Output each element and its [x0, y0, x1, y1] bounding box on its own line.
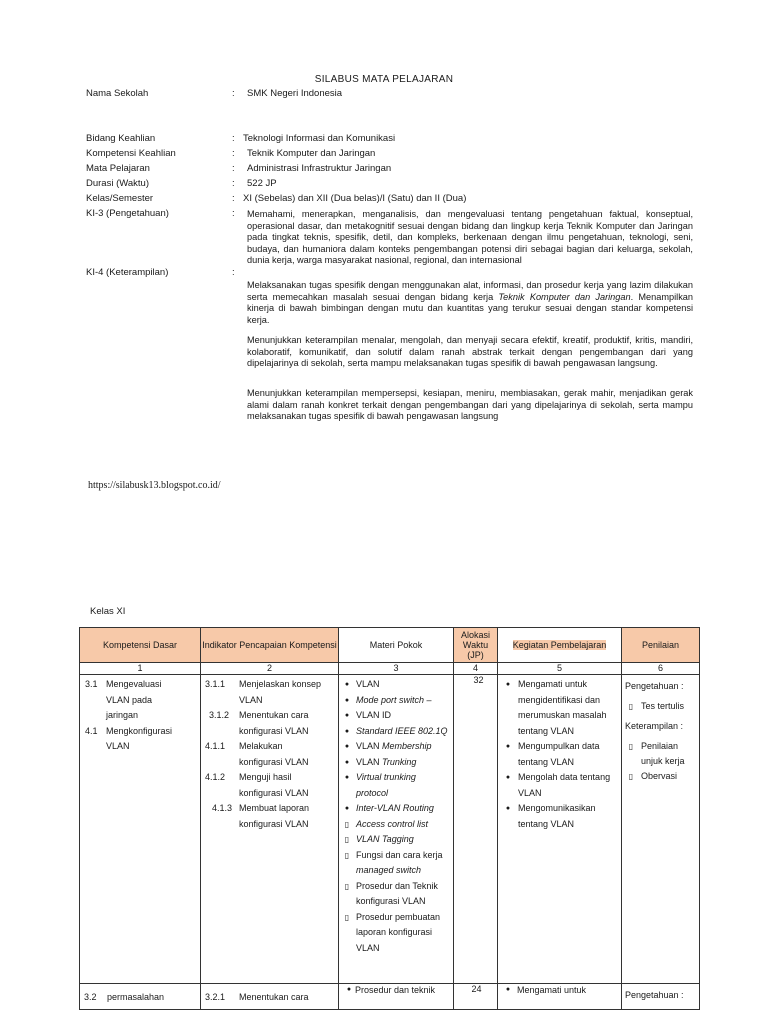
materi-text-part: Virtual trunking protocol [356, 772, 416, 798]
kegiatan-list [498, 675, 621, 832]
square-bullet-icon: ▯ [344, 912, 350, 922]
ipk-item [205, 770, 334, 801]
colon: : [232, 88, 235, 99]
ki4-p1-text: Melaksanakan tugas spesifik dengan menggunakan alat, informasi, dan prosedur kerja yang lazim dilakukan serta memecahkan masalah sesuai dengan bidang kerja [247, 280, 693, 302]
penilaian-text: Obervasi [641, 771, 678, 781]
bullet-icon: ● [344, 696, 350, 704]
square-bullet-icon: ▯ [344, 850, 350, 860]
penilaian-pengetahuan-label: Pengetahuan : [625, 681, 684, 691]
kd-list [80, 675, 200, 755]
materi-item [341, 832, 449, 848]
materi-item [341, 724, 449, 740]
label-kelas-semester: Kelas/Semester [86, 193, 154, 204]
column-number: 1 [80, 663, 201, 675]
materi-item [341, 677, 449, 693]
colon: : [232, 178, 235, 189]
materi-item [339, 984, 453, 996]
ipk-text: Menguji hasil konfigurasi VLAN [239, 772, 309, 798]
cell-kegiatan [498, 984, 622, 1010]
materi-item [341, 801, 449, 817]
cell-materi-pokok [339, 984, 454, 1010]
source-url[interactable]: https://silabusk13.blogspot.co.id/ [88, 480, 221, 491]
penilaian-text: Tes tertulis [641, 701, 685, 711]
materi-item [341, 879, 449, 910]
cell-penilaian [622, 984, 700, 1010]
kd-item [80, 984, 200, 1006]
header-materi-pokok: Materi Pokok [339, 628, 454, 663]
ipk-item [205, 677, 334, 708]
ki3-text: Memahami, menerapkan, menganalisis, dan mengevaluasi tentang pengetahuan faktual, konseptual, operasional dasar, dan metakognitif sesuai dengan bidang dan lingkup kerja Teknik Komputer dan Jaringan pada tingkat teknis, spesifik, detil, dan kompleks, berkenaan dengan ilmu pengetahuan, teknologi, seni, budaya, dan humaniora dalam konteks pengembangan potensi diri sebagai bagian dari keluarga, sekolah, dunia kerja, warga masyarakat nasional, regional, dan internasional [247, 209, 693, 265]
colon: : [232, 193, 235, 204]
ipk-item [201, 984, 338, 1006]
square-bullet-icon: ▯ [628, 772, 634, 781]
colon: : [232, 148, 235, 159]
materi-text-part: Mode port switch – [356, 694, 432, 705]
penilaian-item [625, 739, 695, 769]
materi-text [353, 739, 449, 755]
materi-item [341, 708, 449, 724]
bullet-icon: ● [344, 774, 350, 781]
materi-text [353, 832, 449, 848]
cell-indikator [201, 984, 339, 1010]
value-kelas-semester: XI (Sebelas) dan XII (Dua belas)/I (Satu) dan II (Dua) [243, 193, 467, 204]
table-number-row [80, 663, 700, 675]
alokasi-value: 32 [473, 675, 484, 685]
ipk-text: Menjelaskan konsep VLAN [239, 679, 322, 705]
header-alokasi-waktu: Alokasi Waktu (JP) [454, 628, 498, 663]
materi-text-part: VLAN Tagging [356, 834, 414, 844]
materi-list [339, 675, 453, 956]
cell-alokasi [454, 984, 498, 1010]
label-durasi: Durasi (Waktu) [86, 178, 149, 189]
ipk-text: Menentukan cara konfigurasi VLAN [239, 710, 309, 736]
penilaian-list [622, 675, 699, 784]
materi-text-part: Membership [382, 741, 432, 751]
materi-text-part: Fungsi dan cara kerja [356, 849, 443, 860]
header-penilaian: Penilaian [622, 628, 700, 663]
ki4-paragraph-2: Menunjukkan keterampilan menalar, mengolah, dan menyaji secara efektif, kreatif, produktif, kritis, mandiri, kolaboratif, komunikatif, dan solutif dalam ranah abstrak terkait dengan pengembangan dari yang dipelajarinya di sekolah, serta mampu melaksanakan tugas spesifik di bawah pengawasan langsung. [247, 335, 693, 368]
bullet-icon: ● [344, 743, 350, 750]
value-kompetensi-keahlian: Teknik Komputer dan Jaringan [247, 148, 376, 159]
penilaian-pengetahuan-label: Pengetahuan : [625, 990, 684, 1000]
column-number: 6 [622, 663, 700, 675]
materi-text-part: Standard IEEE 802.1Q [356, 725, 448, 736]
bullet-icon: ● [344, 712, 350, 719]
kegiatan-text: Mengamati untuk mengidentifikasi dan merumuskan masalah tentang VLAN [518, 679, 607, 736]
ipk-number: 4.1.3 [212, 803, 233, 813]
bullet-icon: ● [344, 758, 350, 766]
colon: : [232, 267, 235, 278]
cell-kompetensi-dasar [80, 675, 201, 984]
bullet-icon: ● [505, 986, 511, 993]
materi-item [341, 755, 449, 771]
materi-text [353, 848, 449, 879]
kegiatan-item [498, 984, 621, 996]
cell-kegiatan [498, 675, 622, 984]
cell-penilaian [622, 675, 700, 984]
bullet-icon: ● [505, 774, 511, 781]
bullet-icon: ● [505, 743, 511, 750]
ipk-text: Melakukan konfigurasi VLAN [239, 741, 309, 767]
ki4-paragraph-1 [247, 280, 693, 326]
materi-text [353, 677, 449, 693]
kd-number: 3.2 [84, 992, 97, 1002]
colon: : [232, 163, 235, 174]
label-kompetensi-keahlian: Kompetensi Keahlian [86, 148, 176, 159]
ipk-item [205, 739, 334, 770]
penilaian-item [625, 699, 695, 714]
kegiatan-text: Mengumpulkan data tentang VLAN [518, 741, 600, 767]
materi-item [341, 910, 449, 957]
label-mata-pelajaran: Mata Pelajaran [86, 163, 150, 174]
materi-text [353, 755, 449, 771]
kegiatan-item [502, 677, 617, 739]
column-number: 2 [201, 663, 339, 675]
value-bidang-keahlian: Teknologi Informasi dan Komunikasi [243, 133, 396, 144]
cell-indikator [201, 675, 339, 984]
ki4-p1-italic: Teknik Komputer dan Jaringan [498, 291, 631, 302]
materi-item [341, 770, 449, 801]
kd-text: Mengkonfigurasi VLAN [106, 725, 173, 751]
kd-item [85, 724, 196, 755]
square-bullet-icon: ▯ [628, 742, 634, 751]
materi-item [341, 739, 449, 755]
alokasi-value: 24 [471, 984, 482, 994]
kd-text: Mengevaluasi VLAN pada jaringan [106, 679, 162, 720]
bullet-icon: ● [505, 805, 511, 812]
square-bullet-icon: ▯ [344, 819, 350, 829]
penilaian-item [625, 769, 695, 784]
value-durasi: 522 JP [247, 178, 277, 189]
cell-alokasi [454, 675, 498, 984]
ipk-number: 3.1.1 [205, 679, 226, 689]
ipk-number: 4.1.2 [205, 772, 226, 782]
kegiatan-text: Mengolah data tentang VLAN [518, 772, 611, 798]
cell-kompetensi-dasar [80, 984, 201, 1010]
bullet-icon: ● [505, 681, 511, 688]
materi-text-part: Inter-VLAN Routing [356, 803, 434, 813]
kd-text: permasalahan [107, 992, 165, 1002]
label-bidang-keahlian: Bidang Keahlian [86, 133, 156, 144]
label-nama-sekolah: Nama Sekolah [86, 88, 149, 99]
column-number: 4 [454, 663, 498, 675]
penilaian-text: Penilaian unjuk kerja [641, 741, 685, 766]
materi-text [353, 693, 449, 709]
materi-text-part: VLAN [356, 741, 383, 751]
materi-text-part: managed switch [356, 865, 422, 875]
kegiatan-item [502, 739, 617, 770]
column-number: 3 [339, 663, 454, 675]
materi-text-part: VLAN ID [356, 710, 392, 720]
bullet-icon: ● [346, 986, 352, 993]
table-header-row [80, 628, 700, 663]
penilaian-keterampilan-label: Keterampilan : [625, 721, 684, 731]
materi-text [353, 817, 449, 833]
table-row [80, 984, 700, 1010]
materi-text [353, 724, 449, 740]
section-kelas: Kelas XI [90, 606, 126, 617]
syllabus-table [79, 627, 700, 1010]
colon: : [232, 208, 235, 219]
kd-item [85, 677, 196, 724]
ipk-text: Membuat laporan konfigurasi VLAN [239, 803, 310, 829]
value-mata-pelajaran: Administrasi Infrastruktur Jaringan [247, 163, 392, 174]
kegiatan-item [502, 770, 617, 801]
materi-text [353, 910, 449, 957]
bullet-icon: ● [344, 727, 350, 735]
label-ki4: KI-4 (Keterampilan) [86, 267, 169, 278]
square-bullet-icon: ▯ [344, 835, 350, 844]
ipk-list [201, 675, 338, 832]
materi-text [353, 770, 449, 801]
label-ki3: KI-3 (Pengetahuan) [86, 208, 169, 219]
materi-text [353, 708, 449, 724]
kd-number: 4.1 [85, 725, 98, 736]
kd-number: 3.1 [85, 679, 98, 689]
materi-text-part: Access control list [356, 818, 429, 829]
kegiatan-item [502, 801, 617, 832]
materi-text [353, 801, 449, 817]
column-number: 5 [498, 663, 622, 675]
ipk-item [205, 801, 334, 832]
header-kompetensi-dasar: Kompetensi Dasar [80, 628, 201, 663]
page-title: SILABUS MATA PELAJARAN [314, 74, 454, 85]
bullet-icon: ● [344, 681, 350, 688]
materi-text-part: Trunking [382, 756, 417, 767]
ipk-number: 3.1.2 [209, 710, 230, 720]
materi-text-part: Prosedur dan Teknik konfigurasi VLAN [356, 880, 438, 906]
materi-text-part: VLAN [356, 679, 380, 689]
kegiatan-text: Mengomunikasikan tentang VLAN [518, 803, 596, 829]
materi-item [341, 848, 449, 879]
materi-item [341, 693, 449, 709]
materi-item [341, 817, 449, 833]
header-kegiatan-label: Kegiatan Pembelajaran [512, 640, 607, 650]
ki4-p1-text-end: . Menampilkan kinerja di bawah bimbingan dengan mutu dan kuantitas yang terukur sesuai dengan standar kompetensi kerja. [247, 291, 694, 325]
header-kegiatan [498, 628, 622, 663]
square-bullet-icon: ▯ [628, 702, 634, 711]
colon: : [232, 133, 235, 144]
materi-text-part: VLAN [356, 756, 383, 767]
cell-materi-pokok [339, 675, 454, 984]
ipk-number: 4.1.1 [205, 741, 226, 751]
ipk-number: 3.2.1 [205, 992, 226, 1002]
ipk-text: Menentukan cara [239, 992, 309, 1002]
square-bullet-icon: ▯ [344, 881, 350, 891]
ipk-item [205, 708, 334, 739]
ki4-paragraph-3: Menunjukkan keterampilan mempersepsi, kesiapan, meniru, membiasakan, gerak mahir, menjadikan gerak alami dalam ranah konkret terkait dengan pengembangan dari yang dipelajarinya di sekolah, serta mampu melaksanakan tugas spesifik di bawah pengawasan langsung [247, 388, 693, 421]
bullet-icon: ● [344, 805, 350, 812]
materi-text [353, 879, 449, 910]
kegiatan-text: Mengamati untuk [517, 985, 587, 995]
value-nama-sekolah: SMK Negeri Indonesia [247, 88, 343, 99]
header-indikator: Indikator Pencapaian Kompetensi [201, 628, 339, 663]
materi-text-part: Prosedur pembuatan laporan konfigurasi VLAN [356, 911, 441, 953]
materi-text: Prosedur dan teknik [355, 985, 436, 995]
table-row [80, 675, 700, 984]
